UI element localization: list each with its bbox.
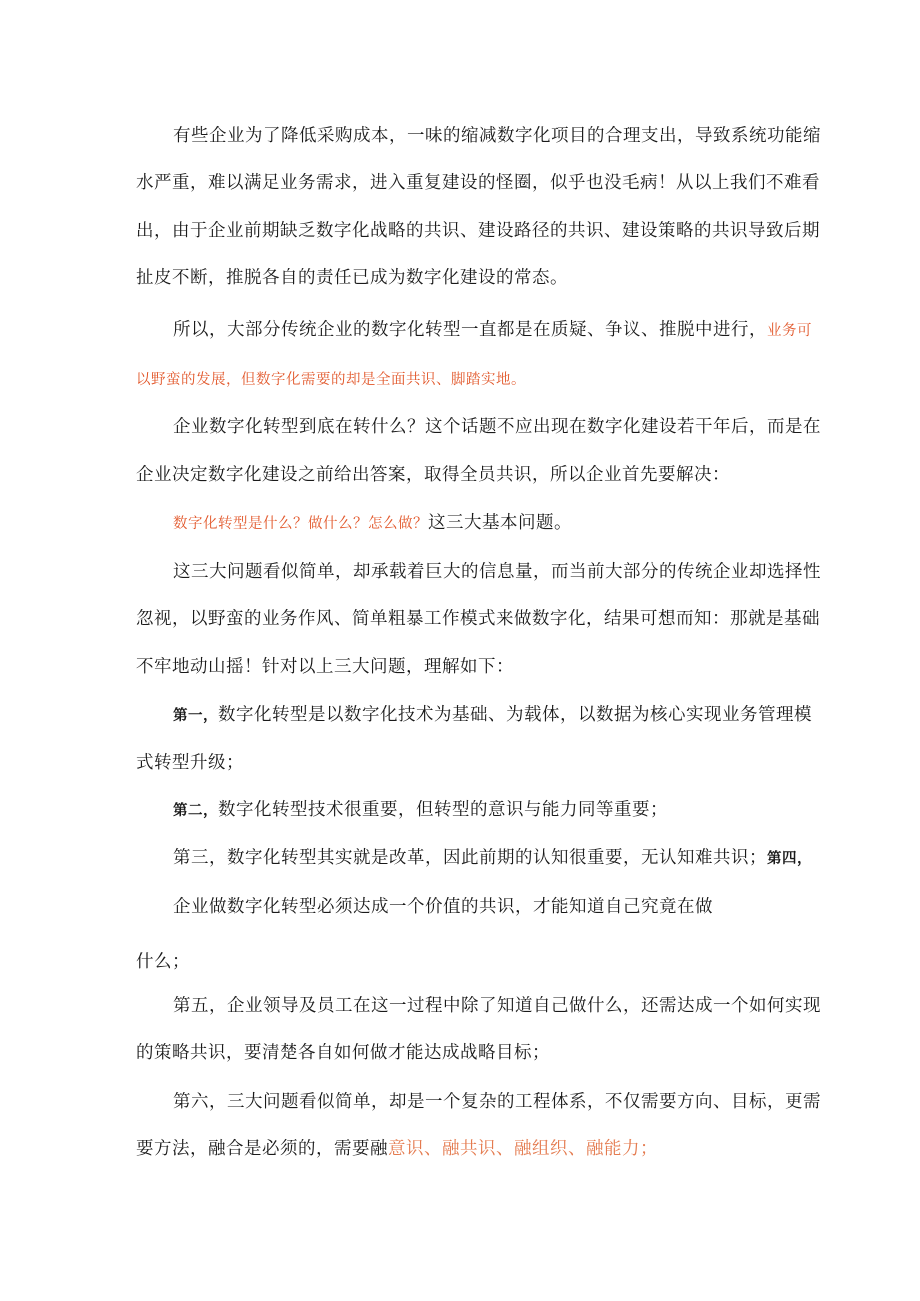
fusion-highlight: 意识、融共识、融组织、融能力； (388, 1139, 658, 1159)
paragraph-9-line-2: 的策略共识，要清楚各自如何做才能达成战略目标； (136, 1043, 550, 1063)
paragraph-9-line-1: 第五，企业领导及员工在这一过程中除了知道自己做什么，还需达成一个如何实现 (173, 996, 821, 1016)
paragraph-3-line-1: 企业数字化转型到底在转什么？这个话题不应出现在数字化建设若干年后，而是在 (173, 417, 821, 437)
paragraph-2-highlight-line: 以野蛮的发展，但数字化需要的却是全面共识、脚踏实地。 (136, 372, 526, 388)
paragraph-1-line-4: 扯皮不断，推脱各自的责任已成为数字化建设的常态。 (136, 268, 568, 288)
point-one-label: 第一， (173, 708, 218, 724)
point-one-text: 数字化转型是以数字化技术为基础、为载体，以数据为核心实现业务管理模 (218, 705, 812, 725)
point-two-text: 数字化转型技术很重要，但转型的意识与能力同等重要； (218, 800, 668, 820)
paragraph-8-line-1 (173, 846, 812, 871)
paragraph-8-line-3: 什么； (136, 952, 190, 972)
point-four-label: 第四， (767, 851, 812, 867)
paragraph-6-line-2: 式转型升级； (136, 753, 244, 773)
paragraph-4-text: 这三大基本问题。 (428, 513, 572, 533)
paragraph-2-line-1 (173, 318, 812, 343)
paragraph-5-line-1: 这三大问题看似简单，却承载着巨大的信息量，而当前大部分的传统企业却选择性 (173, 562, 821, 582)
paragraph-2-text: 所以，大部分传统企业的数字化转型一直都是在质疑、争议、推脱中进行， (173, 320, 767, 340)
paragraph-2-highlight-start: 业务可 (767, 323, 812, 339)
paragraph-1-line-2: 水严重，难以满足业务需求，进入重复建设的怪圈，似乎也没毛病！从以上我们不难看 (136, 173, 820, 193)
paragraph-5-line-2: 忽视，以野蛮的业务作风、简单粗暴工作模式来做数字化，结果可想而知：那就是基础 (136, 609, 820, 629)
paragraph-10-line-1: 第六，三大问题看似简单，却是一个复杂的工程体系，不仅需要方向、目标，更需 (173, 1092, 821, 1112)
paragraph-3-line-2: 企业决定数字化建设之前给出答案，取得全员共识，所以企业首先要解决： (136, 465, 730, 485)
paragraph-10-line-2 (136, 1137, 658, 1161)
paragraph-6-line-1 (173, 703, 812, 728)
paragraph-1-line-1: 有些企业为了降低采购成本，一味的缩减数字化项目的合理支出，导致系统功能缩 (173, 126, 821, 146)
three-questions-highlight: 数字化转型是什么？做什么？怎么做？ (173, 516, 428, 532)
paragraph-1-line-3: 出，由于企业前期缺乏数字化战略的共识、建设路径的共识、建设策略的共识导致后期 (136, 221, 820, 241)
paragraph-4-line-1 (173, 511, 572, 536)
paragraph-10-text: 要方法，融合是必须的，需要融 (136, 1139, 388, 1159)
paragraph-7-line-1 (173, 798, 668, 823)
paragraph-8-line-2: 企业做数字化转型必须达成一个价值的共识，才能知道自己究竟在做 (173, 897, 713, 917)
paragraph-5-line-3: 不牢地动山摇！针对以上三大问题，理解如下： (136, 657, 514, 677)
point-three-text: 第三，数字化转型其实就是改革，因此前期的认知很重要，无认知难共识； (173, 848, 767, 868)
point-two-label: 第二， (173, 803, 218, 819)
